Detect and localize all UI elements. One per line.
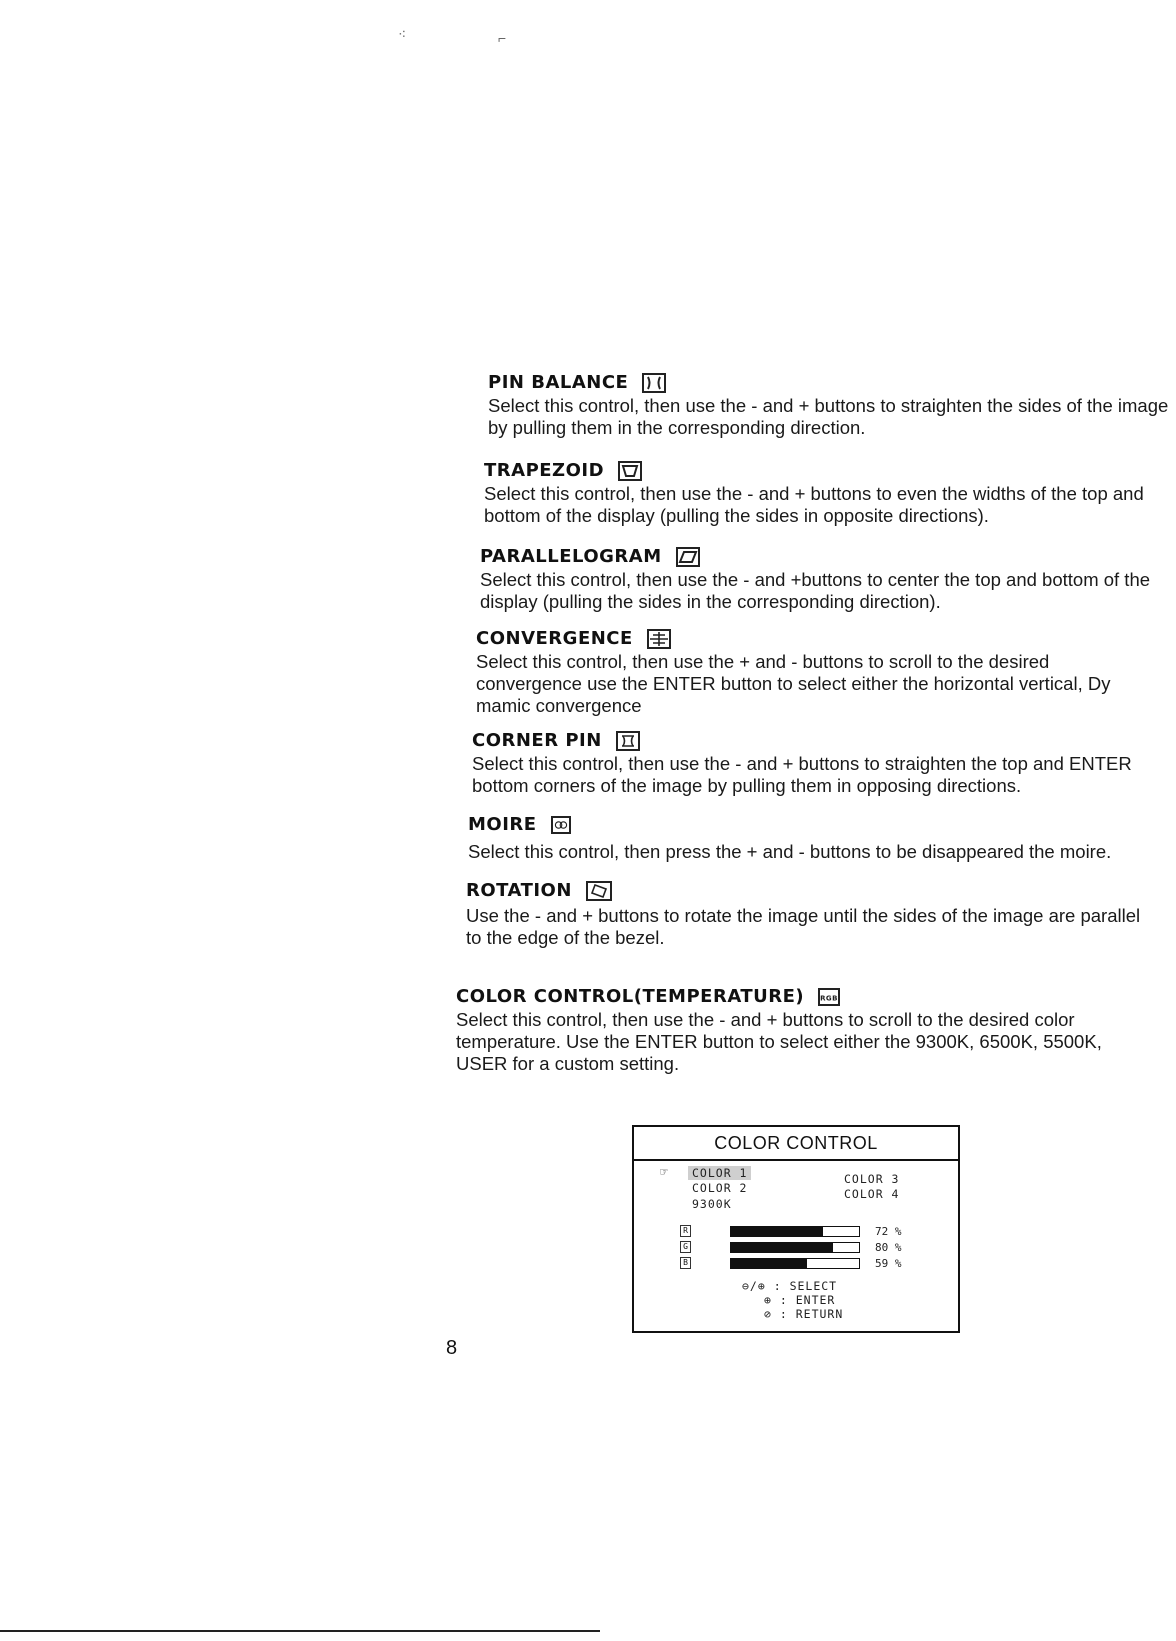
blue-level-bar[interactable]	[730, 1258, 860, 1269]
section-body: Select this control, then use the - and + buttons to even the widths of the top and bottom of the display (pulling the sides in opposite directions).	[484, 483, 1144, 526]
color-control-osd	[632, 1125, 960, 1333]
bottom-rule	[0, 1630, 600, 1632]
convergence-icon	[647, 629, 671, 649]
parallelogram-icon	[676, 547, 700, 567]
heading-text: CONVERGENCE	[476, 628, 633, 649]
blue-level-fill	[731, 1259, 807, 1268]
osd-option-color-1[interactable]: COLOR 1	[688, 1166, 751, 1180]
green-level-bar[interactable]	[730, 1242, 860, 1253]
section-heading	[468, 814, 1168, 835]
section-color-control	[456, 986, 1156, 1075]
enter-key-icon: ⊕	[764, 1293, 772, 1307]
section-body: Select this control, then press the + and - buttons to be disappeared the moire.	[468, 841, 1112, 862]
heading-text: PIN BALANCE	[488, 372, 629, 393]
red-percent: 72 %	[875, 1225, 902, 1238]
red-level-bar[interactable]	[730, 1226, 860, 1237]
green-level-fill	[731, 1243, 833, 1252]
osd-option-color-3[interactable]: COLOR 3	[844, 1172, 900, 1186]
page-number: 8	[446, 1337, 458, 1359]
section-corner-pin	[472, 730, 1172, 797]
section-heading	[472, 730, 1172, 751]
section-heading	[456, 986, 1156, 1007]
trapezoid-icon	[618, 461, 642, 481]
heading-text: ROTATION	[466, 880, 572, 901]
green-channel-icon: G	[680, 1241, 691, 1253]
section-rotation	[466, 880, 1166, 949]
osd-option-color-4[interactable]: COLOR 4	[844, 1187, 900, 1201]
help-return: ⊘ : RETURN	[764, 1307, 844, 1321]
blue-channel-icon: B	[680, 1257, 691, 1269]
section-moire	[468, 814, 1168, 863]
section-body: Select this control, then use the - and + buttons to scroll to the desired color temperature. Use the ENTER button to select either the 9300K, 6500K, 5500K, USER for a custom setting.	[456, 1009, 1102, 1074]
section-heading	[466, 880, 1166, 901]
section-heading	[476, 628, 1176, 649]
section-heading	[480, 546, 1176, 567]
help-select: ⊖/⊕ : SELECT	[742, 1279, 838, 1293]
corner-pin-icon	[616, 731, 640, 751]
section-trapezoid	[484, 460, 1176, 527]
section-body: Use the - and + buttons to rotate the image until the sides of the image are parallel to the edge of the bezel.	[466, 905, 1141, 948]
section-body: Select this control, then use the - and +buttons to center the top and bottom of the display (pulling the sides in the corresponding direction).	[480, 569, 1151, 612]
section-pin-balance	[488, 372, 1176, 439]
section-body: Select this control, then use the + and - buttons to scroll to the desired convergence use the ENTER button to select either the horizontal vertical, Dy mamic convergence	[476, 651, 1111, 716]
section-parallelogram	[480, 546, 1176, 613]
osd-temp-value: 9300K	[692, 1197, 732, 1211]
section-convergence	[476, 628, 1176, 717]
heading-text: MOIRE	[468, 814, 537, 835]
osd-option-color-2[interactable]: COLOR 2	[692, 1181, 748, 1195]
scan-speck: ⌐	[498, 30, 507, 46]
red-channel-icon: R	[680, 1225, 691, 1237]
osd-title: COLOR CONTROL	[634, 1127, 958, 1161]
svg-text:RGB: RGB	[820, 994, 839, 1002]
osd-pointer-icon: ☞	[660, 1165, 669, 1180]
help-enter: ⊕ : ENTER	[764, 1293, 836, 1307]
section-heading	[484, 460, 1176, 481]
scan-speck: ⁖	[398, 26, 407, 42]
blue-percent: 59 %	[875, 1257, 902, 1270]
return-key-icon: ⊘	[764, 1307, 772, 1321]
heading-text: PARALLELOGRAM	[480, 546, 662, 567]
select-keys-icon: ⊖/⊕	[742, 1279, 766, 1293]
pin-balance-icon	[642, 373, 666, 393]
green-percent: 80 %	[875, 1241, 902, 1254]
rotation-icon	[586, 881, 612, 901]
section-body: Select this control, then use the - and + buttons to straighten the sides of the image by pulling them in the corresponding direction.	[488, 395, 1169, 438]
heading-text: COLOR CONTROL(TEMPERATURE)	[456, 986, 805, 1007]
rgb-icon	[818, 988, 840, 1006]
section-heading	[488, 372, 1176, 393]
red-level-fill	[731, 1227, 823, 1236]
heading-text: CORNER PIN	[472, 730, 602, 751]
moire-icon	[551, 816, 571, 834]
section-body: Select this control, then use the - and + buttons to straighten the top and ENTER bottom corners of the image by pulling them in opposing directions.	[472, 753, 1132, 796]
heading-text: TRAPEZOID	[484, 460, 605, 481]
